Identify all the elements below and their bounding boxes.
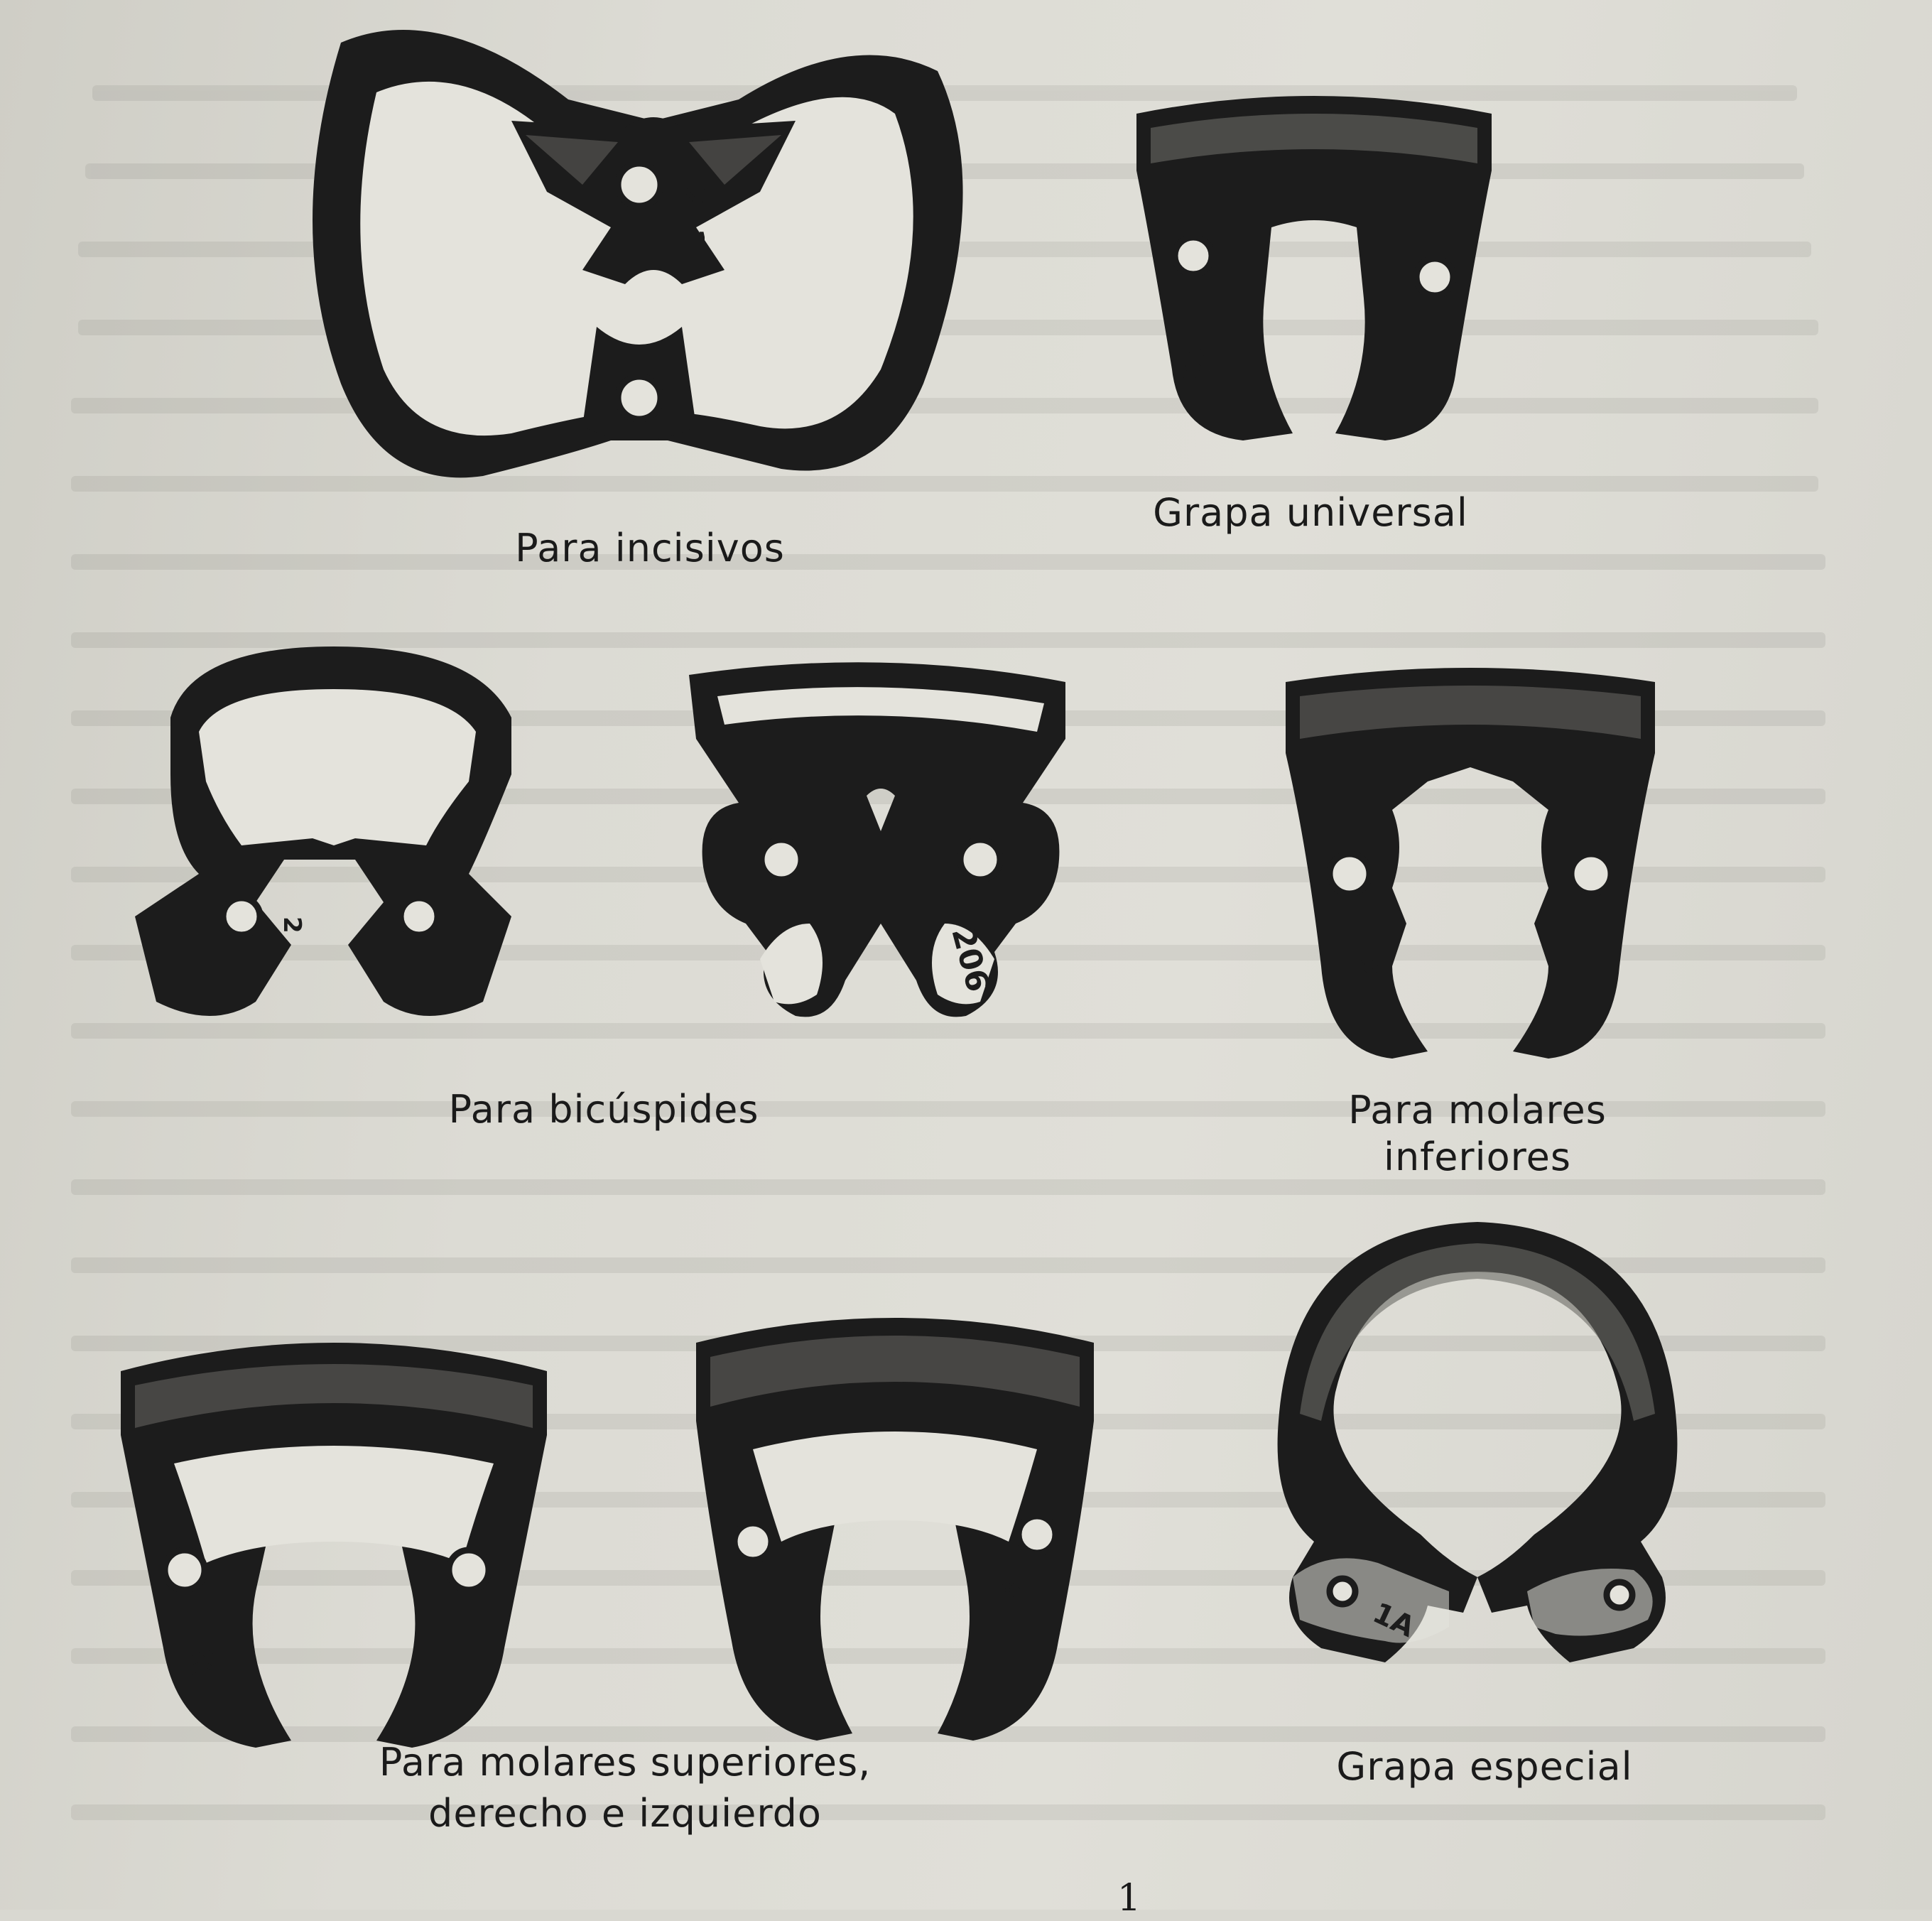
incisor-clamp-illustration	[298, 14, 980, 497]
lower-molar-clamp-illustration	[1279, 668, 1662, 1066]
universal-clamp-illustration	[1122, 85, 1506, 455]
caption-molares-inferiores-line-1: Para molares	[1348, 1088, 1607, 1132]
clamp-number-molar-inferior: 12	[1350, 938, 1382, 978]
footer-fragment: 1	[1117, 1877, 1142, 1920]
caption-para-incisivos: Para incisivos	[515, 526, 785, 570]
caption-para-molares-superiores	[270, 1737, 980, 1839]
caption-molares-superiores-line-1: Para molares superiores,	[379, 1740, 872, 1785]
caption-para-molares-inferiores	[1286, 1087, 1669, 1181]
clamp-number-molar-superior-derecho: 30	[185, 1641, 217, 1681]
caption-grapa-universal: Grapa universal	[1153, 490, 1468, 535]
bicuspid-clamp-a-illustration	[142, 632, 526, 1030]
caption-molares-inferiores-line-2: inferiores	[1383, 1135, 1572, 1179]
caption-para-bicuspides: Para bicúspides	[448, 1087, 759, 1132]
bicuspid-clamp-b-illustration	[682, 654, 1080, 1030]
upper-molar-clamp-right-illustration	[107, 1329, 561, 1755]
clamp-number-especial: 1A	[1367, 1596, 1420, 1644]
caption-molares-superiores-line-2: derecho e izquierdo	[428, 1791, 822, 1836]
clamp-number-molar-superior-izquierdo: 18	[997, 1580, 1030, 1620]
caption-grapa-especial: Grapa especial	[1336, 1744, 1633, 1789]
clamp-number-bicuspide-a: 2	[278, 916, 306, 934]
clamp-number-bicuspide-b: 206	[944, 923, 997, 996]
clamp-number-incisivos: 211	[674, 185, 710, 250]
upper-molar-clamp-left-illustration	[689, 1307, 1101, 1748]
clamp-number-universal: 26	[1176, 341, 1210, 383]
special-clamp-illustration	[1236, 1208, 1719, 1719]
